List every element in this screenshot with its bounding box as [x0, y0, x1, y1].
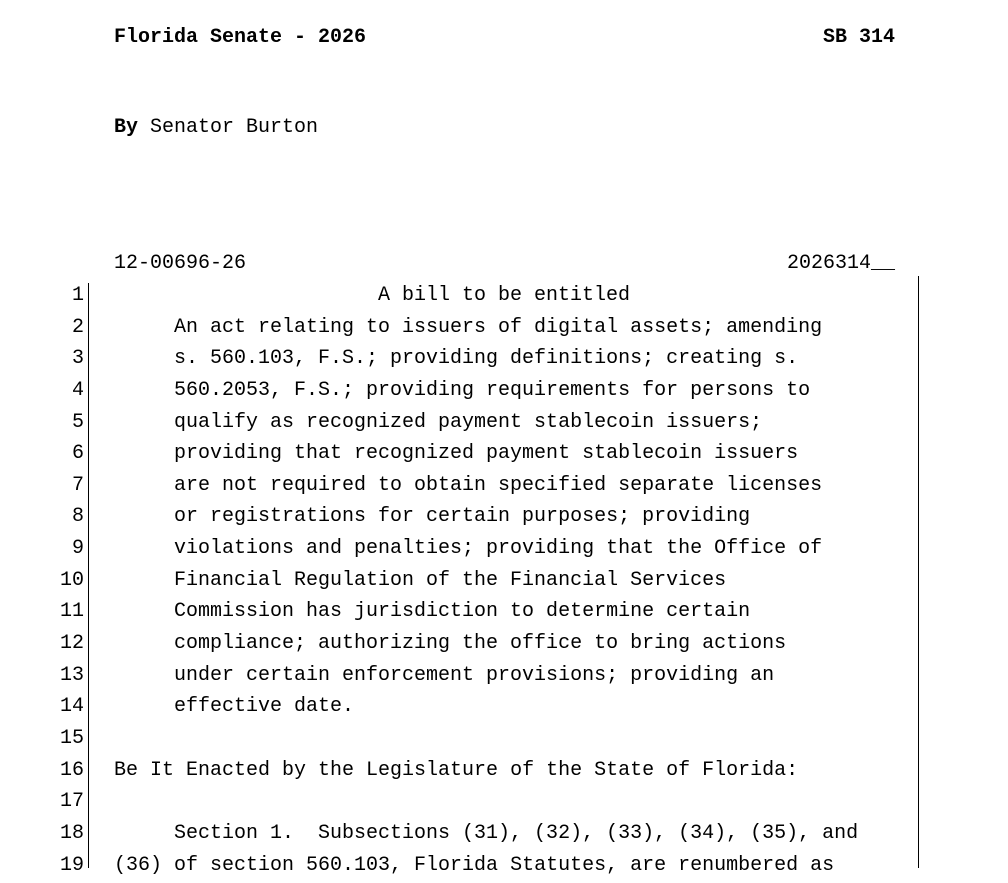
- line-text: 560.2053, F.S.; providing requirements for persons to: [174, 378, 811, 402]
- line-number: 15: [59, 726, 84, 750]
- line-text: compliance; authorizing the office to bring actions: [174, 632, 787, 656]
- line-number: 4: [71, 378, 84, 402]
- line-number: 16: [59, 758, 84, 782]
- line-number: 12: [59, 632, 84, 656]
- line-text: are not required to obtain specified separate licenses: [174, 473, 823, 497]
- bill-line: [0, 377, 1008, 409]
- line-text: violations and penalties; providing that the Office of: [174, 537, 823, 561]
- line-number: 19: [59, 853, 84, 877]
- line-number: 9: [71, 537, 84, 561]
- bill-number: SB 314: [823, 26, 896, 49]
- bill-draft-code: 12-00696-26: [114, 252, 247, 275]
- line-number: 8: [71, 505, 84, 529]
- bill-line: [0, 472, 1008, 504]
- line-text: effective date.: [174, 695, 355, 719]
- bill-line: [0, 725, 1008, 757]
- line-text: (36) of section 560.103, Florida Statutes, are renumbered as: [114, 853, 835, 877]
- bill-text-body: [0, 282, 1008, 883]
- line-number: 11: [59, 600, 84, 624]
- bill-file-code: 2026314__: [787, 252, 896, 275]
- sponsor-label: By: [114, 116, 139, 139]
- enacting-clause: Be It Enacted by the Legislature of the State of Florida:: [114, 758, 799, 782]
- line-text: s. 560.103, F.S.; providing definitions; creating s.: [174, 347, 799, 371]
- bill-line: [0, 598, 1008, 630]
- bill-line: [0, 503, 1008, 535]
- line-text: providing that recognized payment stablecoin issuers: [174, 442, 799, 466]
- line-text: An act relating to issuers of digital assets; amending: [174, 315, 823, 339]
- line-number: 18: [59, 821, 84, 845]
- bill-line: [0, 345, 1008, 377]
- line-number: 7: [71, 473, 84, 497]
- chamber-title: Florida Senate - 2026: [114, 26, 367, 49]
- bill-line: [0, 440, 1008, 472]
- section-1-text: Section 1. Subsections (31), (32), (33), (34), (35), and: [174, 821, 859, 845]
- sponsor-line: [114, 116, 318, 140]
- line-text: under certain enforcement provisions; providing an: [174, 663, 775, 687]
- line-text: qualify as recognized payment stablecoin issuers;: [174, 410, 763, 434]
- bill-line: [0, 788, 1008, 820]
- bill-line: [0, 630, 1008, 662]
- bill-line: [0, 535, 1008, 567]
- sponsor-name: Senator Burton: [150, 116, 319, 139]
- line-number: 10: [59, 568, 84, 592]
- line-number: 17: [59, 790, 84, 814]
- bill-line: [0, 662, 1008, 694]
- bill-line: [0, 757, 1008, 789]
- line-text: Commission has jurisdiction to determine certain: [174, 600, 751, 624]
- line-number: 14: [59, 695, 84, 719]
- bill-line: [0, 409, 1008, 441]
- bill-line: [0, 567, 1008, 599]
- line-number: 6: [71, 442, 84, 466]
- bill-heading: A bill to be entitled: [378, 284, 631, 307]
- line-text: Financial Regulation of the Financial Services: [174, 568, 727, 592]
- bill-line: [0, 282, 1008, 314]
- bill-line: [0, 314, 1008, 346]
- line-number: 2: [71, 315, 84, 339]
- line-number: 5: [71, 410, 84, 434]
- line-number: 13: [59, 663, 84, 687]
- bill-line: [0, 693, 1008, 725]
- line-number: 1: [71, 284, 84, 307]
- line-number: 3: [71, 347, 84, 371]
- line-text: or registrations for certain purposes; providing: [174, 505, 751, 529]
- bill-line: [0, 852, 1008, 883]
- bill-line: [0, 820, 1008, 852]
